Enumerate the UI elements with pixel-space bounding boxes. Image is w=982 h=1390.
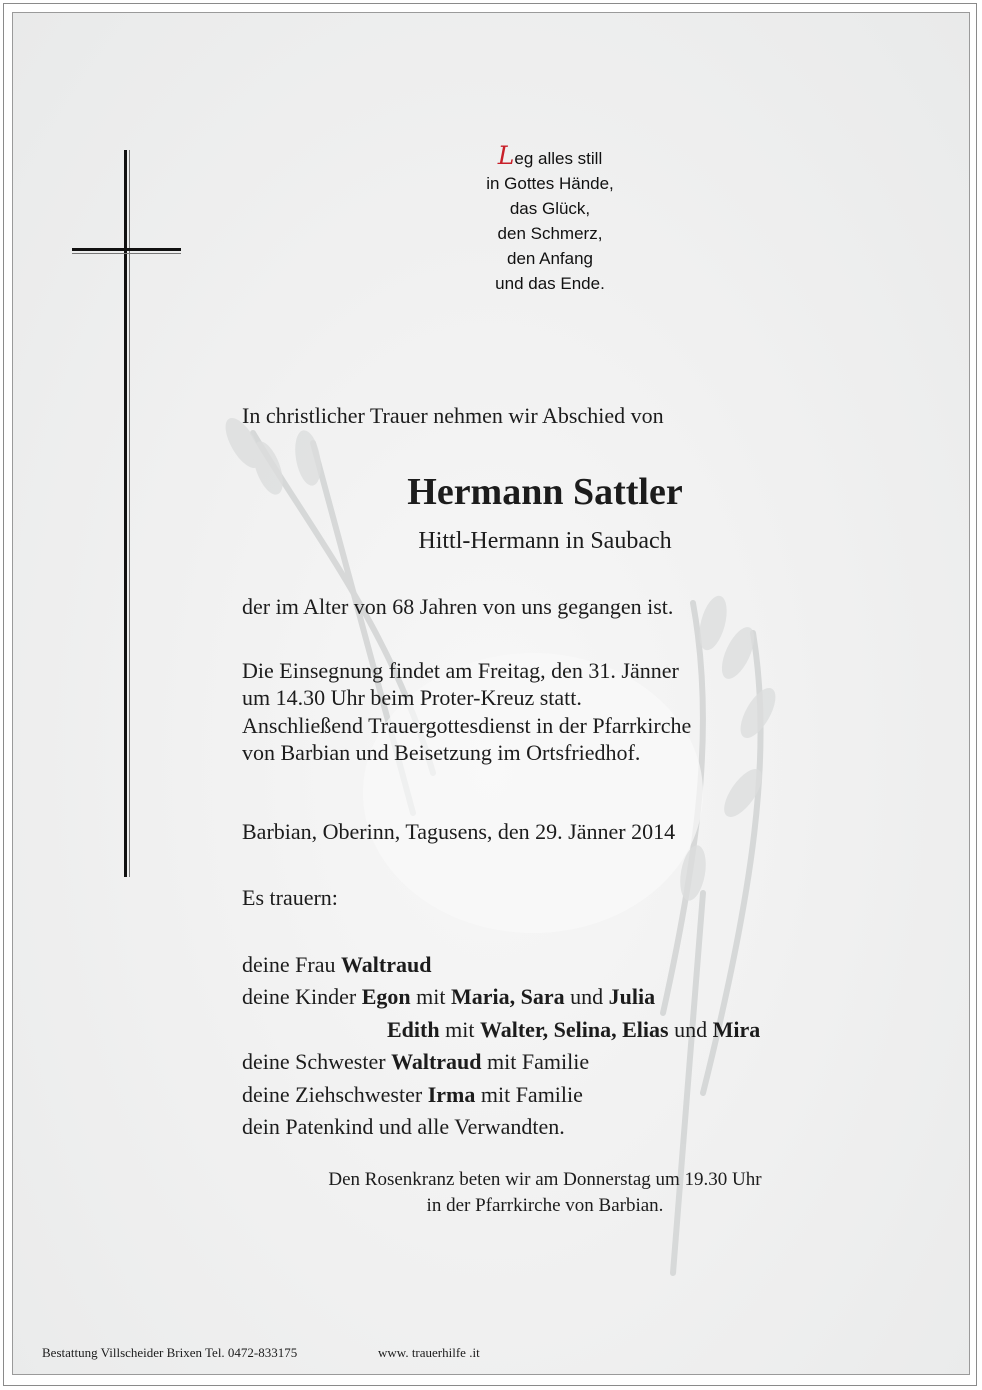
funeral-details: [242, 657, 691, 766]
connector-text: mit: [410, 984, 451, 1010]
place-date: Barbian, Oberinn, Tagusens, den 29. Jänner 2014: [242, 819, 676, 844]
mourner-prefix: deine Schwester: [242, 1049, 392, 1075]
mourner-name: Mira: [712, 1016, 761, 1042]
mourner-name: Waltraud: [391, 1049, 482, 1075]
mourner-suffix: mit Familie: [475, 1081, 583, 1107]
mourner-name: Egon: [361, 984, 411, 1010]
mourner-children: [242, 981, 760, 1013]
mourner-prefix: deine Kinder: [242, 984, 362, 1010]
poem-line-1-rest: eg alles still: [514, 149, 603, 168]
poem-initial: L: [497, 141, 515, 170]
poem-line: in Gottes Hände,: [486, 174, 614, 193]
mourner-name: Irma: [427, 1081, 476, 1107]
poem-line: das Glück,: [509, 199, 591, 218]
mourner-name: Julia: [608, 984, 656, 1010]
connector-text: mit: [439, 1016, 480, 1042]
mourner-foster-sister: [242, 1079, 760, 1111]
mourner-godchild: dein Patenkind und alle Verwandten.: [242, 1114, 565, 1140]
mourner-name: Maria, Sara: [451, 984, 565, 1010]
cross-horizontal-beam: [72, 248, 181, 251]
funeral-line: Die Einsegnung findet am Freitag, den 31. Jänner: [242, 658, 679, 683]
deceased-name: Hermann Sattler: [407, 471, 683, 513]
rosary-line: Den Rosenkranz beten wir am Donnerstag um 19.30 Uhr: [328, 1169, 762, 1190]
website-link[interactable]: www. trauerhilfe .it: [378, 1345, 480, 1360]
undertaker-info: Bestattung Villscheider Brixen Tel. 0472-833175: [42, 1345, 298, 1360]
poem-line: den Anfang: [506, 249, 594, 268]
mourners-list: [242, 949, 760, 1143]
mourner-suffix: mit Familie: [481, 1049, 590, 1075]
mourner-name: Waltraud: [340, 952, 432, 977]
poem-line: den Schmerz,: [497, 224, 603, 243]
mourner-prefix: deine Ziehschwester: [242, 1081, 428, 1107]
connector-text: und: [668, 1016, 713, 1042]
mourner-wife: [242, 949, 760, 981]
intro-text: In christlicher Trauer nehmen wir Abschied von: [242, 403, 664, 428]
mourners-heading: Es trauern:: [242, 885, 338, 910]
cross-horizontal-shadow: [72, 253, 181, 254]
funeral-line: Anschließend Trauergottesdienst in der Pfarrkirche: [242, 712, 692, 738]
age-line: der im Alter von 68 Jahren von uns gegangen ist.: [242, 594, 674, 619]
funeral-line: von Barbian und Beisetzung im Ortsfriedhof.: [242, 739, 641, 765]
poem: [440, 143, 660, 296]
mourner-children-2: [242, 1014, 760, 1046]
rosary-line: in der Pfarrkirche von Barbian.: [426, 1195, 664, 1216]
mourner-sister: [242, 1046, 760, 1078]
mourner-prefix: deine Frau: [242, 952, 341, 977]
funeral-line: um 14.30 Uhr beim Proter-Kreuz statt.: [242, 685, 582, 711]
poem-line: und das Ende.: [495, 274, 605, 293]
rosary-notice: [0, 1167, 982, 1219]
mourner-name: Edith: [387, 1016, 440, 1042]
mourner-name: Walter, Selina, Elias: [479, 1016, 669, 1042]
connector-text: und: [564, 984, 609, 1010]
deceased-nickname: Hittl-Hermann in Saubach: [418, 528, 672, 554]
poem-line-1: [440, 143, 660, 171]
